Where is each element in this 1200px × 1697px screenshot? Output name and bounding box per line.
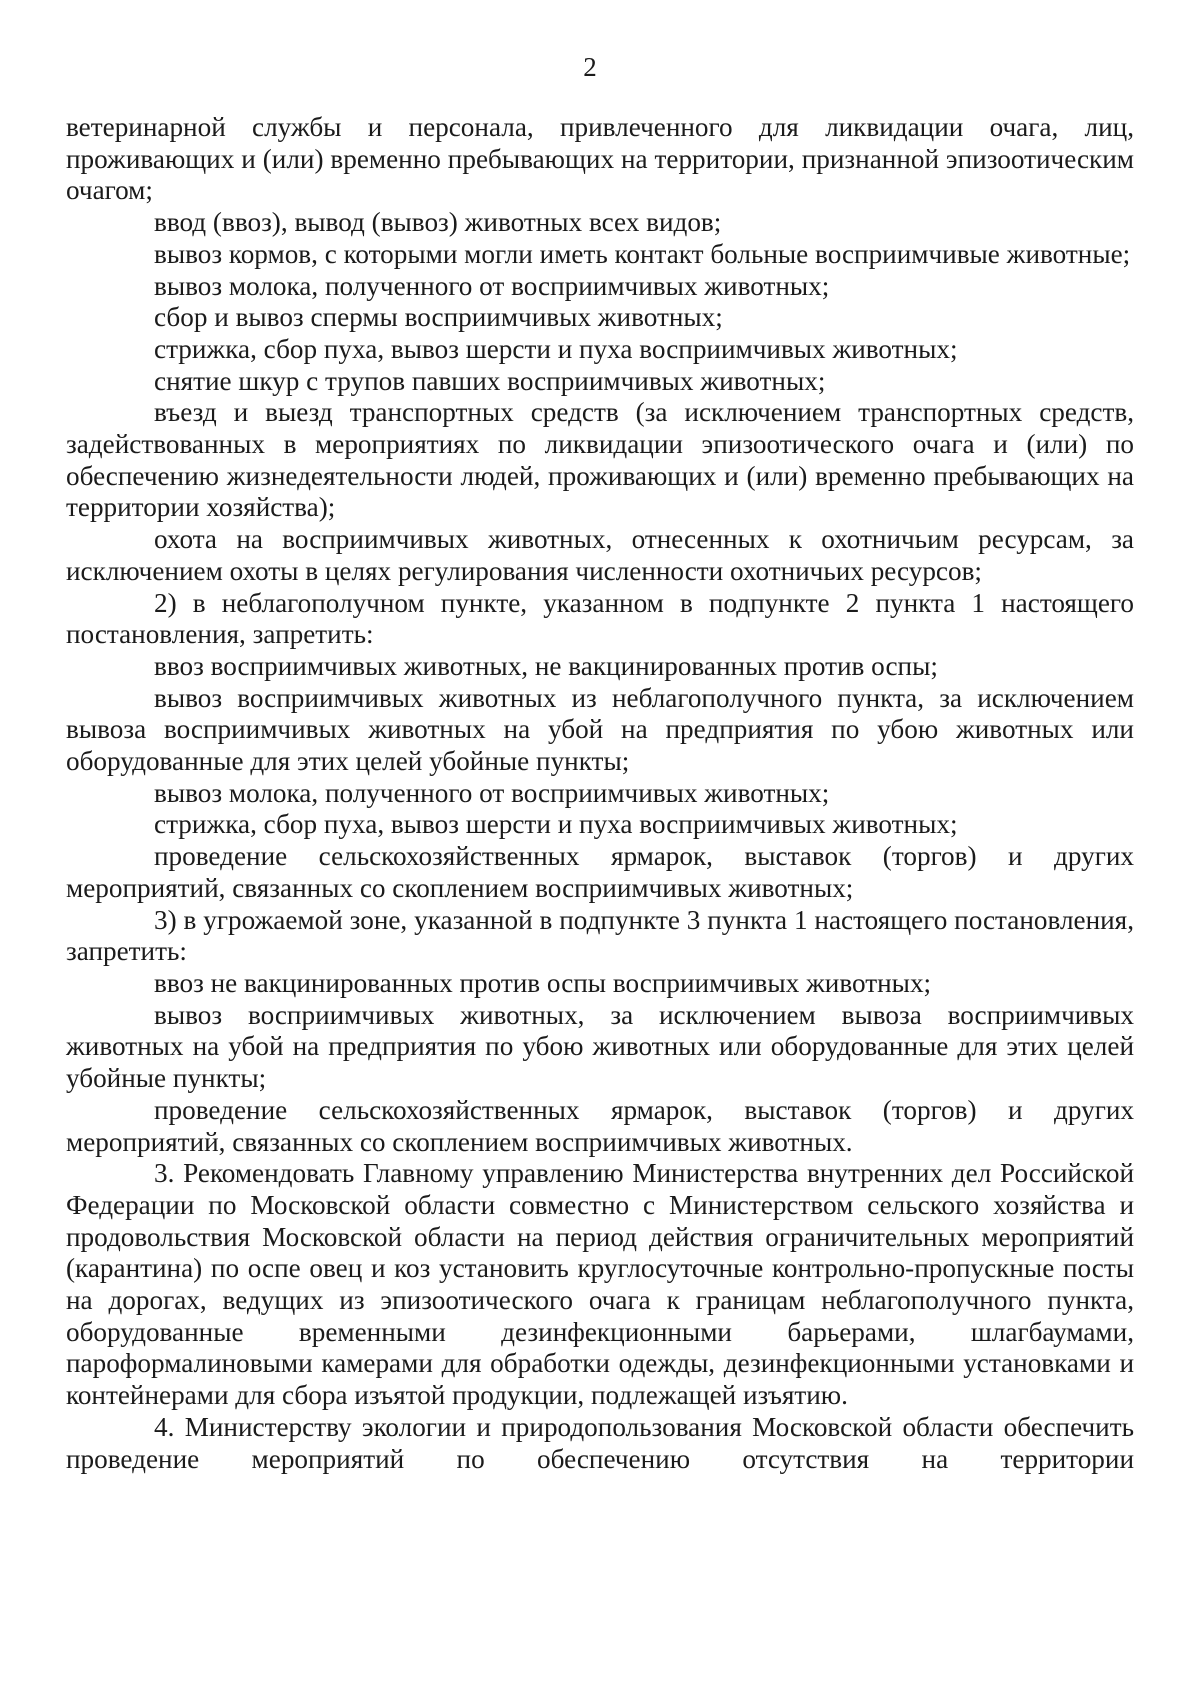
- paragraph-ban-import-unvaccinated: ввоз восприимчивых животных, не вакцинированных против оспы;: [154, 650, 938, 681]
- paragraph-ban-hunting: охота на восприимчивых животных, отнесенных к охотничьим ресурсам, за исключением охоты в целях регулирования численности охотничьих ресурсов;: [66, 524, 1134, 586]
- paragraph-ban-movement-all-animals: ввод (ввоз), вывод (вывоз) животных всех видов;: [154, 207, 722, 238]
- paragraph-subitem-2: 2) в неблагополучном пункте, указанном в подпункте 2 пункта 1 настоящего постановления, запретить:: [66, 587, 1134, 650]
- paragraph-ban-import-unvaccinated-2: ввоз не вакцинированных против оспы восприимчивых животных;: [154, 967, 932, 998]
- paragraph-ban-export-animals: вывоз восприимчивых животных, за исключением вывоза восприимчивых животных на убой на предприятия по убою животных или оборудованные для этих целей убойные пункты;: [66, 999, 1134, 1094]
- paragraph-item-3: 3. Рекомендовать Главному управлению Министерства внутренних дел Российской Федерации по Московской области совместно с Министерством сельского хозяйства и продовольствия Московской области на период действия ограничительных мероприятий (карантина) по оспе овец и коз установить круглосуточные контрольно-пропускные посты на дорогах, ведущих из эпизоотического очага к границам неблагополучного пункта, оборудованные временными дезинфекционными барьерами, шлагбаумами, пароформалиновыми камерами для обработки одежды, дезинфекционными установками и контейнерами для сбора изъятой продукции, подлежащей изъятию.: [66, 1158, 1134, 1411]
- paragraph-ban-feed-export: вывоз кормов, с которыми могли иметь контакт больные восприимчивые животные;: [154, 238, 1131, 269]
- paragraph-ban-skinning: снятие шкур с трупов павших восприимчивых животных;: [154, 365, 826, 396]
- paragraph-continuation: ветеринарной службы и персонала, привлеченного для ликвидации очага, лиц, проживающих и (или) временно пребывающих на территории, признанной эпизоотическим очагом;: [66, 112, 1134, 206]
- paragraph-ban-export-from-point: вывоз восприимчивых животных из неблагополучного пункта, за исключением вывоза восприимчивых животных на убой на предприятия по убою животных или оборудованные для этих целей убойные пункты;: [66, 682, 1134, 777]
- paragraph-ban-fairs-2: проведение сельскохозяйственных ярмарок, выставок (торгов) и других мероприятий, связанных со скоплением восприимчивых животных.: [66, 1094, 1134, 1157]
- document-body: [66, 112, 1134, 1475]
- paragraph-ban-shearing: стрижка, сбор пуха, вывоз шерсти и пуха восприимчивых животных;: [154, 333, 958, 364]
- paragraph-ban-vehicles: въезд и выезд транспортных средств (за исключением транспортных средств, задействованных в мероприятиях по ликвидации эпизоотического очага и (или) по обеспечению жизнедеятельности людей, проживающих и (или) временно пребывающих на территории хозяйства);: [66, 397, 1134, 523]
- paragraph-ban-milk-export: вывоз молока, полученного от восприимчивых животных;: [154, 270, 830, 301]
- page-number: 2: [583, 52, 597, 82]
- paragraph-ban-shearing-2: стрижка, сбор пуха, вывоз шерсти и пуха восприимчивых животных;: [154, 809, 958, 840]
- paragraph-item-4: 4. Министерству экологии и природопользования Московской области обеспечить проведение мероприятий по обеспечению отсутствия на территории: [66, 1411, 1134, 1474]
- paragraph-ban-sperm-collection: сбор и вывоз спермы восприимчивых животных;: [154, 302, 723, 333]
- paragraph-subitem-3: 3) в угрожаемой зоне, указанной в подпункте 3 пункта 1 настоящего постановления, запретить:: [66, 904, 1134, 967]
- paragraph-ban-fairs: проведение сельскохозяйственных ярмарок, выставок (торгов) и других мероприятий, связанных со скоплением восприимчивых животных;: [66, 841, 1134, 903]
- paragraph-ban-milk-export-2: вывоз молока, полученного от восприимчивых животных;: [154, 777, 830, 808]
